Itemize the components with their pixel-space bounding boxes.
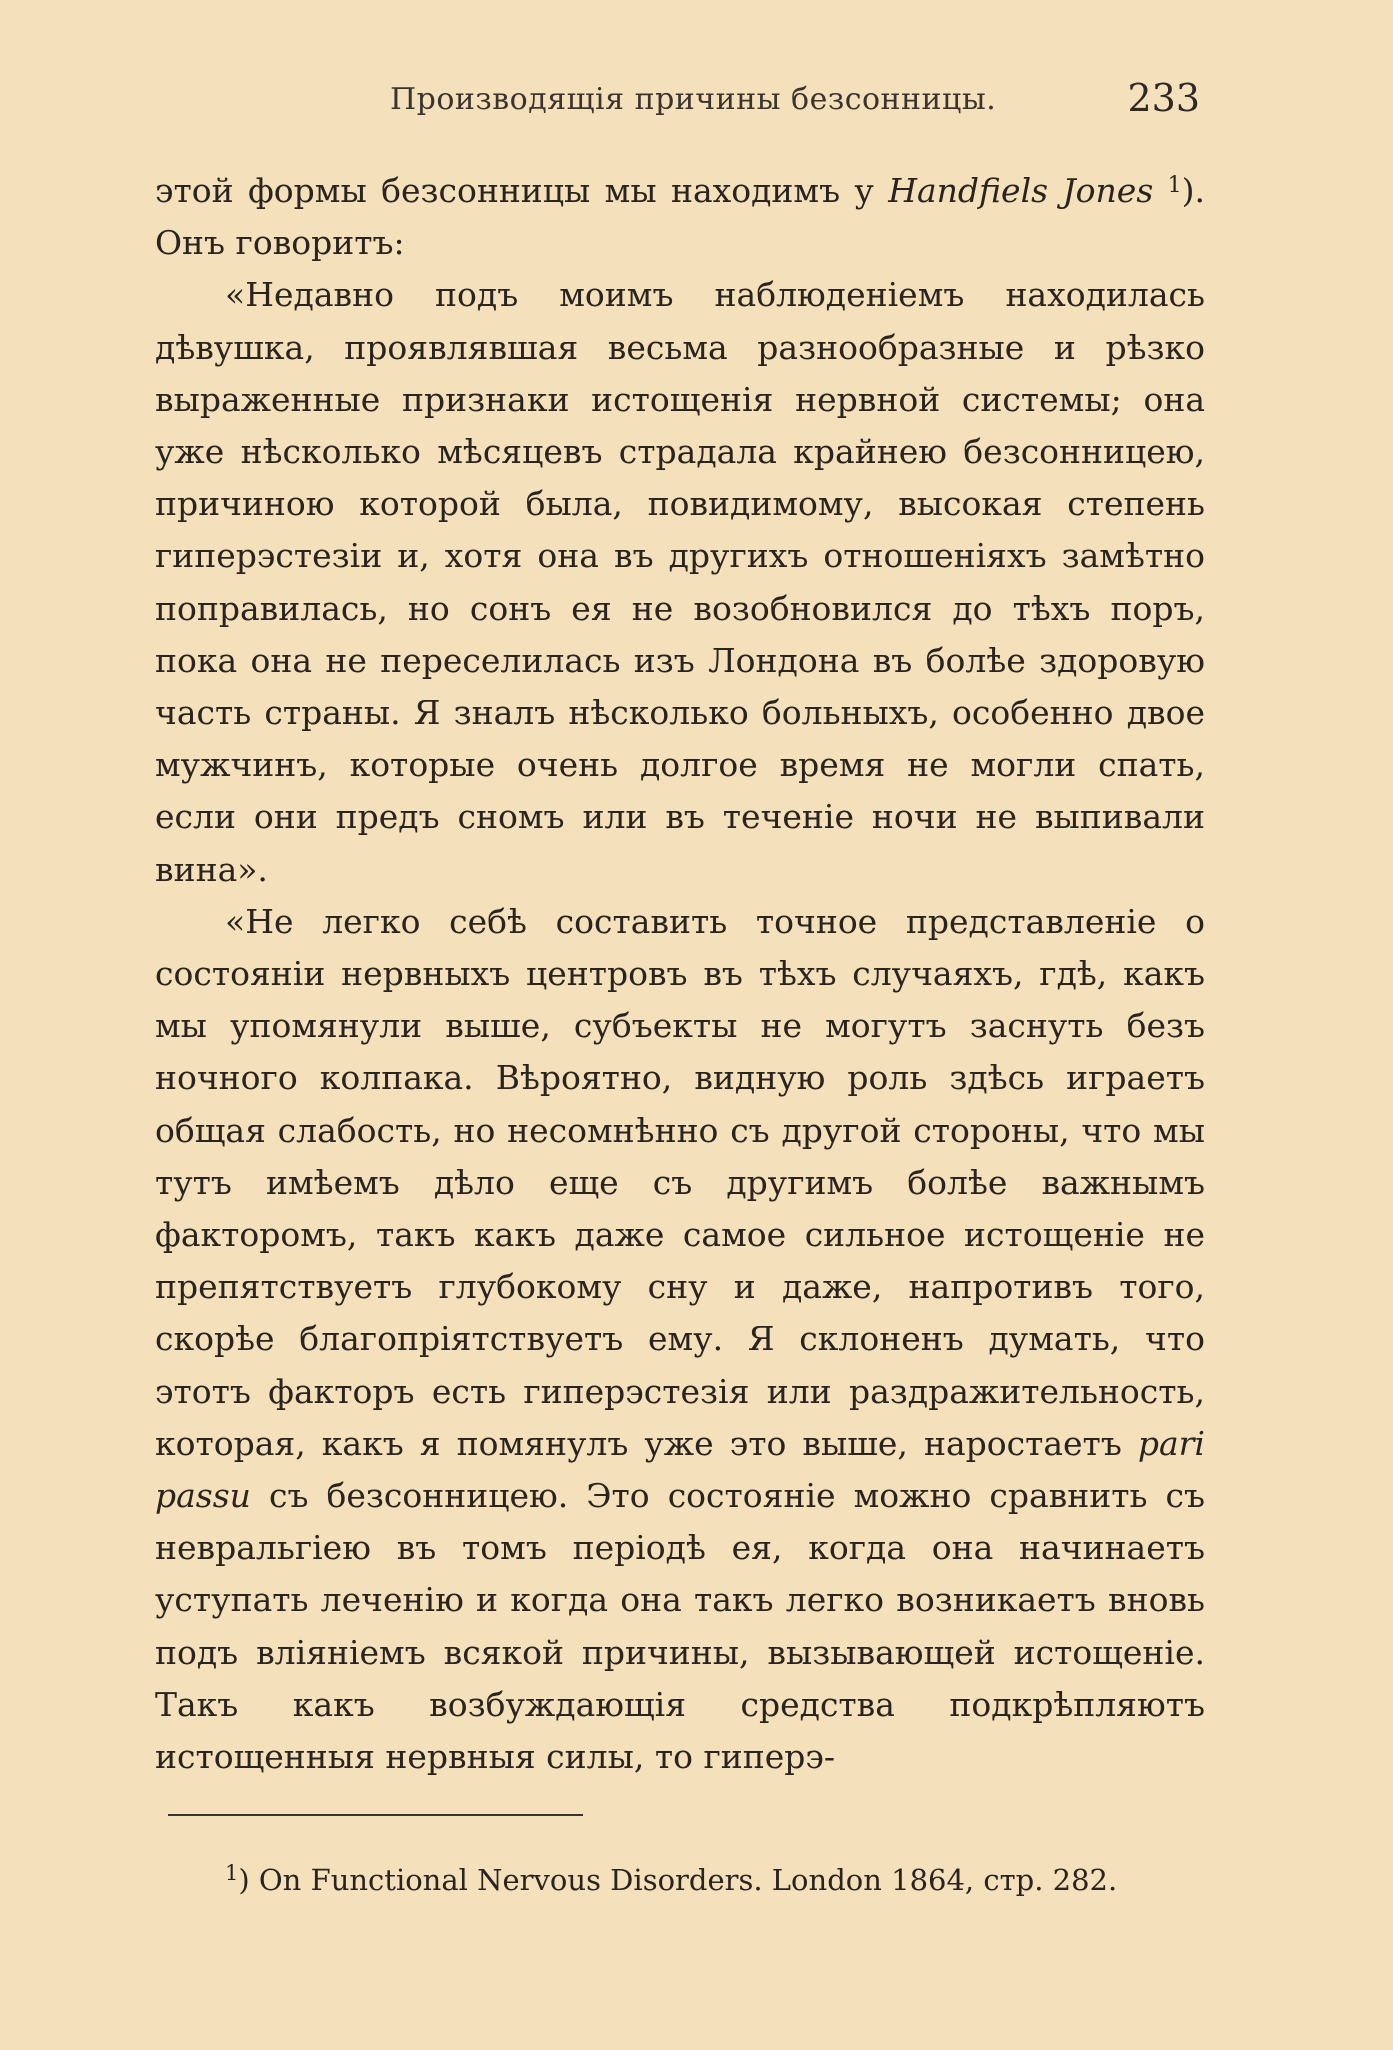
paragraph-3-text-b: съ безсонницею. Это состояніе можно сравнить съ невральгіею въ томъ періодѣ ея, когда она начинаетъ уступать леченію и когда она такъ легко возникаетъ вновь подъ вліяніемъ всякой причины, вызывающей истощеніе. Такъ какъ возбуждающія средства подкрѣпляютъ истощенныя нервныя силы, то гиперэ- [155,1476,1205,1777]
footnote-rule [168,1814,583,1816]
footnote [225,1853,1215,1900]
running-head [380,76,1200,132]
paragraph-1-text-b: ). Онъ говоритъ: [155,171,1206,263]
body-text [155,160,1205,1783]
running-title: Производящія причины безсонницы. [390,82,997,117]
paragraph-3-text-a: «Не легко себѣ составить точное представленіе о состояніи нервныхъ центровъ въ тѣхъ случаяхъ, гдѣ, какъ мы упомянули выше, субъекты не могутъ заснуть безъ ночного колпака. Вѣроятно, видную роль здѣсь играетъ общая слабость, но несомнѣнно съ другой стороны, что мы тутъ имѣемъ дѣло еще съ другимъ болѣе важнымъ факторомъ, такъ какъ даже самое сильное истощеніе не препятствуетъ глубокому сну и даже, напротивъ того, скорѣе благопріятствуетъ ему. Я склоненъ думать, что этотъ факторъ есть гиперэстезія или раздражительность, которая, какъ я помянулъ уже это выше, наростаетъ [155,901,1205,1463]
paragraph-3 [155,896,1205,1783]
page-number: 233 [1127,76,1200,120]
paragraph-1-text-a: этой формы безсонницы мы находимъ у [155,171,889,210]
author-name: Handfiels Jones [888,171,1154,210]
footnote-text: ) On Functional Nervous Disorders. London 1864, стр. 282. [238,1863,1118,1897]
paragraph-2: «Недавно подъ моимъ наблюденіемъ находилась дѣвушка, проявлявшая весьма разнообразные и рѣзко выраженные признаки истощенія нервной системы; она уже нѣсколько мѣсяцевъ страдала крайнею безсонницею, причиною которой была, повидимому, высокая степень гиперэстезіи и, хотя она въ другихъ отношеніяхъ замѣтно поправилась, но сонъ ея не возобновился до тѣхъ поръ, пока она не переселилась изъ Лондона въ болѣе здоровую часть страны. Я зналъ нѣсколько больныхъ, особенно двое мужчинъ, которые очень долгое время не могли спать, если они предъ сномъ или въ теченіе ночи не выпивали вина». [155,275,1205,889]
paragraph-1 [155,160,1205,269]
latin-phrase: pari passu [155,1423,1205,1516]
footnote-mark: 1 [225,1861,239,1885]
footnote-reference: 1 [1167,173,1182,198]
